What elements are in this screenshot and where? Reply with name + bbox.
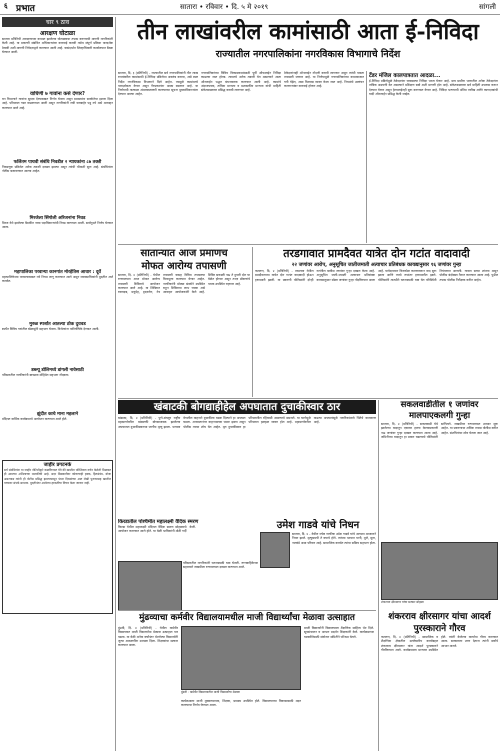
left-story8-head: झुंदीत काचे माना महलाने bbox=[36, 412, 78, 417]
accident-photo-side: परिसरातील नागरिकांनी घटनास्थळी धाव घेतली. रुग्णवाहिकेच्या सहाय्याने जखमीला रुग्णालयात दाखल करण्यात आले. bbox=[183, 561, 258, 570]
page-number: ६ bbox=[4, 2, 8, 10]
right-lower-head: सकलवाडीतील १ जणांवर मालपाएकलगी गुन्हा bbox=[400, 400, 479, 421]
top-story-col3 bbox=[284, 71, 364, 243]
mahalakshmi-story bbox=[118, 519, 258, 559]
accident-story bbox=[118, 400, 376, 518]
public-notice-box bbox=[2, 460, 113, 614]
column-divider bbox=[252, 247, 253, 397]
banner-subhead: राज्यातील नगरपालिकांना नगरविकास विभागाचे निर्देश bbox=[215, 49, 401, 60]
column-divider bbox=[366, 71, 367, 243]
left-story8-body: मंदिरात धार्मिक कार्यक्रमाचे आयोजन करण्यात आले होते. bbox=[2, 417, 68, 421]
alumni-body1: मुंढवी, दि. ४ (प्रतिनिधी) - येथील कर्मवीर विद्यालयात माजी विद्यार्थ्यांचा मेळावा उत्साहात पार पडला. या वेळी अनेक वर्षांनंतर भेटलेल्या विद्यार्थ्यांनी जुन्या आठवणींना उजाळा दिला. शिक्षकांचा सत्कार करण्यात आला. bbox=[118, 626, 178, 648]
left-story5-body: महापालिकेच्या परवान्याबाबत नवे नियम लागू करण्यात आले असून व्यावसायिकांनी मुदतीत अर्ज करावेत. bbox=[2, 275, 113, 284]
top-story-text2: नगरपालिकांच्या विविध विकासकामांसाठी पूर्वी ऑफलाईन निविदा काढल्या जात होत्या. त्यामध्ये अनेक तक्रारी येत असल्याने आता ऑनलाईन पद्धत बंधनकारक करण्यात आली आहे. कामांचे अंदाजपत्रक, तांत्रिक मान्यता व प्रशासकीय मान्यता यांची माहिती संकेतस्थळावर प्रसिद्ध करावी लागणार आहे. bbox=[201, 71, 281, 93]
alumni-body2: कार्यक्रमाला माजी मुख्याध्यापक, शिक्षक, ग्रामस्थ उपस्थित होते. विद्यालयाच्या विकासासाठी मदत करण्याचा निर्णय घेण्यात आला. bbox=[181, 699, 301, 708]
accident-body: खंडाळा, दि. ४ (प्रतिनिधी) - पुणे-बंगळूर राष्ट्रीय महामार्गावरील खंबाटकी बोगद्याजवळ झालेल्या अपघातात दुचाकीस्वाराचा जागीच मृत्यू झाला. भरधाव वेगातील वाहनाने दुचाकीला धडक दिल्याने हा अपघात घडला. अपघातानंतर वाहनचालक पसार झाला असून पोलीस त्याचा शोध घेत आहेत. मृत दुचाकीस्वार हा परिसरातील रहिवासी असल्याचे समजते. या घटनेमुळे परिसरात हळहळ व्यक्त होत आहे. महामार्गावरील वाढत्या अपघातांमुळे नागरिकांमध्ये चिंतेचे वातावरण आहे. bbox=[118, 416, 376, 429]
right-lower-head2: शंकरराव क्षीरसागर यांचा आदर्श पुरस्काराने गौरव bbox=[388, 612, 491, 634]
health-camp-story bbox=[118, 247, 250, 397]
photo-caption-2: मुंढवी : कर्मवीर विद्यालयातील माजी विद्यार्थ्यांचा मेळावा bbox=[181, 690, 240, 694]
top-story-text1: सातारा, दि. ३ (प्रतिनिधी) - राज्यातील सर्व नगरपालिकांनी तीन लाख रुपयांवरील कामांसाठी ई-निविदा प्रक्रियेचा अवलंब करावा, असे स्पष्ट निर्देश नगरविकास विभागाने दिले आहेत. त्यामुळे कामांमध्ये पारदर्शकता येणार असून गैरप्रकारांना आळा बसणार आहे. या निर्णयाची तात्काळ अंमलबजावणी करण्याच्या सूचना मुख्याधिकाऱ्यांना देण्यात आल्या आहेत. bbox=[118, 71, 198, 97]
tardgaon-body: फलटण, दि. ४ (प्रतिनिधी) - तरडगाव येथील ग्रामदैवताच्या यात्रेत दोन गटांत वादावादी होऊन हाणामारी झाली. या प्रकरणी पोलिसांनी दोन्ही गटांतील बावीस जणांवर गुन्हा दाखल केला आहे. अनुसूचित जाती-जमाती अत्याचार प्रतिबंधक कायद्यानुसार सोळा जणांवर गुन्हा नोंदविण्यात आला आहे. यात्रेदरम्यान किरकोळ कारणावरून वाद सुरू झाला आणि त्याचे रूपांतर हाणामारीत झाले. पोलिसांनी तातडीने घटनास्थळी धाव घेत परिस्थिती नियंत्रणात आणली. गावात सध्या शांतता असून पोलीस बंदोबस्त तैनात करण्यात आला आहे. पुढील तपास पोलीस निरीक्षक करीत आहेत. bbox=[255, 269, 498, 282]
left-band: चार ९ ठाव bbox=[2, 17, 113, 27]
tardgaon-headline: तरडगावात प्रामदैवत यात्रेत दोन गटांत वादावादी bbox=[283, 247, 470, 260]
right-lower-body: सातारा, दि. ४ (प्रतिनिधी) - सकलवाडी येथे झालेल्या वादातून एकावर हल्ला केल्याप्रकरणी नऊ जणांवर गुन्हा दाखल करण्यात आला आहे. जमिनीच्या वादातून हा प्रकार घडल्याचे पोलिसांनी सांगितले. जखमीवर रुग्णालयात उपचार सुरू आहेत. या प्रकरणाचा अधिक तपास पोलीस करीत आहेत. संशयितांचा शोध घेतला जात आहे. bbox=[381, 422, 498, 439]
award-photo bbox=[381, 542, 498, 600]
notice-body: सर्व संबंधितांना या जाहीर नोटिशीद्वारे कळविण्यात येते की खालील परिशिष्टात वर्णन केलेली मिळकत ही आमच्या अशिलाच्या मालकीची आहे. सदर मिळकतीवर कोणाचाही हक्क, हितसंबंध, बोजा असल्यास त्यांनी ही नोटीस प्रसिद्ध झाल्यापासून पंधरा दिवसांच्या आत लेखी पुराव्यासह खालील पत्त्यावर संपर्क साधावा. मुदतीनंतर आलेल्या हरकतींचा विचार केला जाणार नाही. bbox=[4, 468, 111, 485]
left-column bbox=[2, 17, 113, 751]
tardgaon-subhead: २२ जणांवर आरोप, अनुसूचित जातीजमाती अत्याचार प्रतिबंधक कायद्यानुसार १६ जणांवर गुन्हा bbox=[291, 262, 462, 268]
section-label: सांगली bbox=[478, 3, 496, 11]
alumni-body3: माजी विद्यार्थ्यांनी विद्यालयाला शैक्षणिक साहित्य भेट दिले. सूत्रसंचालन व आभार प्रदर्शन शिक्षकांनी केले. कार्यक्रमाच्या यशस्वीतेसाठी संयोजन समितीने परिश्रम घेतले. bbox=[304, 626, 374, 639]
left-story3-head: फलिंतम पाचवी संबंधि निवडीत २ न्यायकांना ८७ तक्ती bbox=[13, 160, 102, 165]
notice-title: जाहीर प्रगटनके bbox=[43, 462, 72, 468]
right-lower-body2: फलटण, दि. ४ (प्रतिनिधी) - सामाजिक व शैक्षणिक क्षेत्रातील उल्लेखनीय कार्याबद्दल शंकरराव क्षीरसागर यांना आदर्श पुरस्काराने गौरविण्यात आले. कार्यक्रमाला मान्यवर उपस्थित होते. त्यांनी केलेल्या कार्याचा गौरव करण्यात आला. सत्काराला उत्तर देताना त्यांनी सर्वांचे आभार मानले. bbox=[381, 635, 498, 652]
health-head2: मोफत आरोग्य तपासणी bbox=[141, 261, 227, 272]
tardgaon-story bbox=[255, 247, 498, 397]
column-divider bbox=[115, 17, 116, 751]
health-body: सातारा, दि. ४ (प्रतिनिधी) - येथील रुग्णालयात आज मोफत आरोग्य तपासणी शिबिराचे आयोजन करण्यात आले आहे. या शिबिरात रक्तदाब, मधुमेह, हृदयरोग, नेत्र तपासणी यासह विविध तपासण्या विनामूल्य करण्यात येणार आहेत. नागरिकांनी मोठ्या संख्येने उपस्थित राहून शिबिराचा लाभ घ्यावा असे आवाहन आयोजकांनी केले आहे. शिबिर सकाळी नऊ ते दुपारी दोन या वेळेत होणार असून तज्ज्ञ डॉक्टरांचे पथक उपस्थित राहणार आहे. bbox=[118, 273, 250, 295]
obituary-head: उमेश गाडवे यांचे निधन bbox=[276, 520, 360, 531]
alumni-photo bbox=[181, 626, 301, 690]
health-head1: सातान्यात आज प्रमाणच bbox=[140, 248, 228, 259]
banner-headline: तीन लाखांवरील कामांसाठी आता ई-निविदा bbox=[137, 19, 479, 45]
alumni-story bbox=[118, 612, 376, 751]
left-story4-body: मिरज येथे झालेल्या बैठकीत नव्या पदाधिकाऱ्यांची निवड करण्यात आली. सर्वानुमते निर्णय घेण्यात आला. bbox=[2, 221, 113, 230]
left-story2-body: वन विभागाने गावांना सुरक्षा देण्याबाबत निर्णय घेतला असून ग्रामस्थांना सतर्कतेचा इशारा दिला आहे. परिसरात गस्त वाढवण्यात आली असून नागरिकांनी रात्री घराबाहेर पडू नये असे आवाहन करण्यात आले आहे. bbox=[2, 97, 113, 110]
obituary-portrait bbox=[260, 532, 290, 568]
newspaper-brand: प्रभात bbox=[16, 4, 35, 14]
left-story7-head: डब्ल्यू डोलिमध्ये डांगली नावेसाठी bbox=[31, 368, 84, 373]
left-story3-body: निवडणूक प्रक्रियेत अनेक तक्रारी दाखल झाल्या असून त्यांची चौकशी सुरू आहे. संबंधितांना नोटीस बजावण्यात आल्या आहेत. bbox=[2, 165, 113, 174]
left-story2-head: वाघिणी ७ गावांना कसे देणार? bbox=[30, 91, 85, 97]
left-story5-head: महापालिका परवान्या कानगांत मोरहेतिस आधार : दूर्वे bbox=[14, 270, 101, 275]
top-banner bbox=[118, 16, 498, 70]
right-lower-column bbox=[381, 400, 498, 751]
right-top-body: ई-निविदा प्रक्रियेमुळे ठेकेदारांना घरबसल्या निविदा भरता येणार आहे. मात्र ग्रामीण भागातील अनेक ठेकेदारांना तांत्रिक अडचणी येत असल्याने प्रशिक्षण द्यावे अशी मागणी होत आहे. संकेतस्थळावर सर्व माहिती उपलब्ध करून देण्यात येणार असून हेल्पलाईनही सुरू करण्यात येणार आहे. निविदा भरण्याची अंतिम तारीख आणि कागदपत्रांची यादी ऑनलाईन प्रसिद्ध केली जाईल. bbox=[369, 79, 498, 96]
left-story7-body: परिसरातील नागरिकांनी स्वच्छता मोहिमेत सहभाग नोंदवला. bbox=[2, 373, 70, 377]
left-story4-head: मिरजेला सिंगोली अरिजनांना निवड bbox=[29, 216, 86, 221]
mahalakshmi-head: किरडातील पश्चिमीत महालक्ष्मी वैदिक स्मरण bbox=[118, 519, 199, 525]
accident-photo bbox=[118, 561, 182, 611]
alumni-photo-block bbox=[181, 626, 301, 746]
top-story-text3: ठेकेदारांनाही ऑनलाईन नोंदणी करावी लागणार असून त्यांची पात्रता तपासली जाणार आहे. या निर्णयामुळे नगरपालिकांच्या कामकाजात गती येईल, असा विश्वास व्यक्त केला जात आहे. नियमांचे उल्लंघन करणाऱ्यांवर कारवाई होणार आहे. bbox=[284, 71, 364, 88]
right-top-story bbox=[369, 71, 498, 243]
issue-date: सातारा • रविवार • दि. ५ मे २०१९ bbox=[180, 3, 269, 11]
section-divider bbox=[118, 398, 498, 399]
accident-headline: खंबाटकी बोगद्याहीहेल अपघातात दुचाकीस्वार ठार bbox=[118, 400, 376, 414]
column-divider bbox=[378, 400, 379, 751]
top-story-col1 bbox=[118, 71, 198, 243]
left-story1-head: आरक्षण घोटाळा bbox=[39, 30, 76, 37]
left-story6-body: स्पर्धेत विविध गटांतील खेळाडूंनी सहभाग घेतला. विजेत्यांना पारितोषिके देण्यात आली. bbox=[2, 327, 100, 331]
alumni-headline: मुंढव्याचा कर्मवीर विद्यालयामधील माजी विद्यार्थ्यांचा मेळावा उत्साहात bbox=[139, 613, 355, 623]
left-story1-body: सातारा प्रतिनिधी आरक्षणाच्या कामात झालेल्या घोटाळ्याचा तपास करण्याची मागणी नागरिकांनी केली आहे. या प्रकरणी संबंधित अधिकाऱ्यांवर कारवाई करावी तसेच संपूर्ण प्रक्रिया पारदर्शक ठेवावी अशी मागणी निवेदनाद्वारे करण्यात आली आहे. यासंदर्भात जिल्हाधिकारी कार्यालयात बैठक घेण्यात आली. bbox=[2, 37, 113, 54]
left-story6-head: मुरुळ स्पर्शात आतल्या ठोक दुधवड bbox=[29, 322, 86, 327]
masthead bbox=[0, 0, 500, 15]
obituary-story bbox=[260, 519, 376, 609]
photo-caption-3: शंकरराव क्षीरसागर यांचा सत्कार सोहळा bbox=[381, 600, 424, 604]
section-divider bbox=[118, 244, 498, 245]
top-story-col2 bbox=[201, 71, 281, 243]
section-divider bbox=[118, 610, 376, 611]
right-top-head: टेंडर मंजिल कालपात्रतात आदळा... bbox=[369, 73, 441, 79]
mahalakshmi-body: किरडा येथील महालक्ष्मी मंदिरात वैदिक स्मरण सोहळ्याचे आयोजन करण्यात आले होते. या वेळी भाविकांनी मोठी गर्दी केली. bbox=[118, 525, 196, 534]
obituary-body: सातारा, दि. ४ - येथील ज्येष्ठ नागरिक उमेश गाडवे यांचे अल्पशा आजाराने निधन झाले. मृत्युसमयी ते वयाचे होते. त्यांच्या पश्चात पत्नी, मुले, सुना, नातवंडे असा परिवार आहे. सामाजिक कार्यात त्यांचा सक्रिय सहभाग होता. bbox=[292, 532, 376, 545]
